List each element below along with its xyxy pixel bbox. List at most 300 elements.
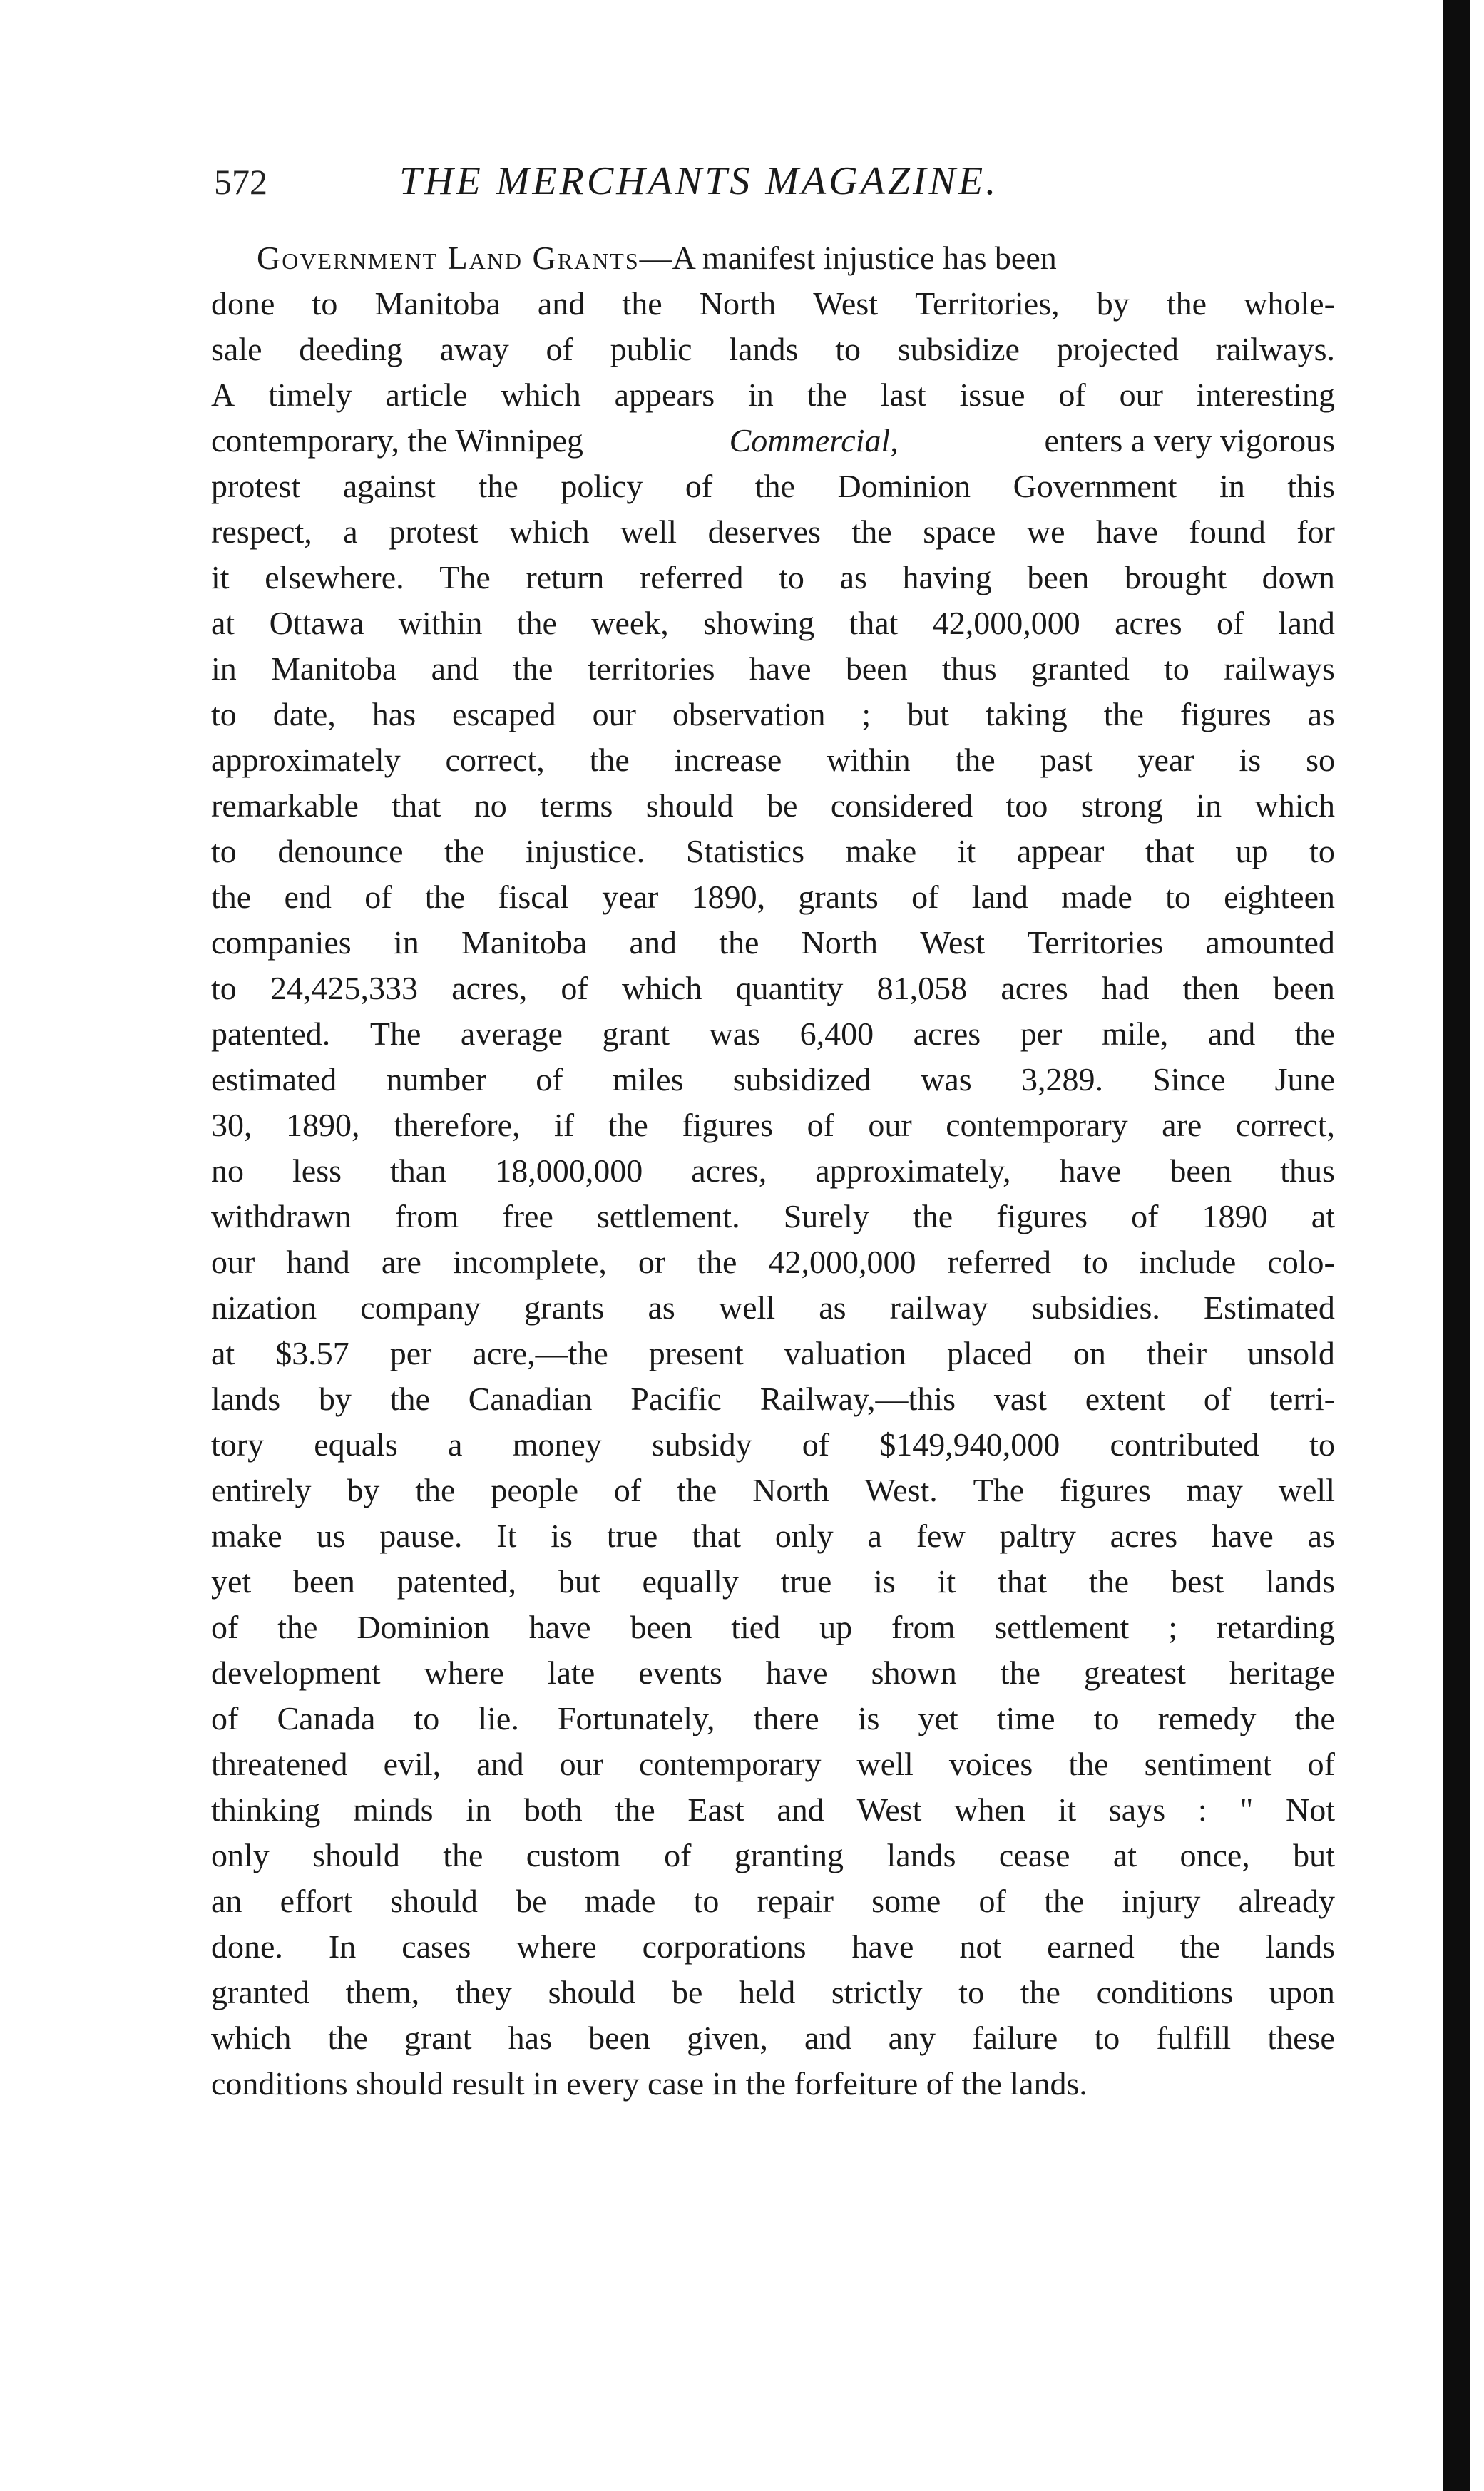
article-line: [211, 874, 1335, 920]
word: the: [955, 742, 996, 778]
word: be: [767, 787, 798, 824]
word: denounce: [277, 833, 404, 869]
article-line: [211, 1924, 1335, 1970]
word: within: [398, 605, 483, 641]
article-line: [211, 555, 1335, 600]
word: that: [998, 1563, 1048, 1600]
word: Ottawa: [269, 605, 364, 641]
word: the: [589, 742, 630, 778]
word: to: [211, 833, 237, 869]
word: in: [1219, 468, 1245, 504]
word: 42,000,000: [932, 605, 1080, 641]
word: Since: [1152, 1061, 1226, 1098]
word: protest: [211, 468, 301, 504]
word: return: [526, 559, 605, 595]
word: any: [888, 2020, 936, 2056]
word: development: [211, 1654, 381, 1691]
word: sale: [211, 331, 262, 367]
word: ": [1239, 1791, 1254, 1828]
word: acres: [1115, 605, 1182, 641]
article-line: [211, 2015, 1335, 2061]
word: lands: [729, 331, 799, 367]
word: well: [718, 1289, 776, 1326]
word: the: [478, 468, 518, 504]
word: of: [685, 468, 713, 504]
word: June: [1274, 1061, 1335, 1098]
word: to: [211, 696, 237, 732]
article-line: [211, 1970, 1335, 2015]
word: present: [648, 1335, 744, 1371]
word: the: [1294, 1700, 1335, 1736]
word: the: [443, 1837, 483, 1873]
article-line: [211, 1239, 1335, 1285]
word: projected: [1056, 331, 1179, 367]
scan-edge-bar: [1443, 0, 1470, 2491]
article-line: [211, 1011, 1335, 1057]
article-line: [211, 1285, 1335, 1331]
word: Railway,—this: [759, 1381, 956, 1417]
word: cases: [401, 1928, 471, 1965]
word: Dominion: [357, 1609, 490, 1645]
word: as: [1307, 696, 1335, 732]
word: this: [1287, 468, 1335, 504]
word: yet: [211, 1563, 252, 1600]
word: referred: [639, 559, 744, 595]
article-line: [211, 1103, 1335, 1148]
word: and: [431, 650, 479, 687]
word: in: [393, 924, 419, 961]
word: conditions: [1096, 1974, 1234, 2010]
word: threatened: [211, 1746, 348, 1782]
word: voices: [948, 1746, 1033, 1782]
word: acres: [1001, 970, 1068, 1006]
word: therefore,: [394, 1107, 521, 1143]
word: patented,: [396, 1563, 517, 1600]
word: then: [1182, 970, 1239, 1006]
word: to: [958, 1974, 985, 2010]
word: estimated: [211, 1061, 337, 1098]
word: the: [608, 1107, 648, 1143]
word: thus: [1280, 1152, 1335, 1189]
word: 6,400: [799, 1016, 874, 1052]
word: eighteen: [1224, 879, 1335, 915]
word: to: [779, 559, 804, 595]
word: West: [856, 1791, 922, 1828]
article-line: [211, 1696, 1335, 1741]
word: correct,: [1235, 1107, 1335, 1143]
word: A: [211, 377, 235, 413]
word: include: [1139, 1244, 1237, 1280]
word: it: [211, 559, 230, 595]
word: settlement.: [597, 1198, 740, 1234]
word: injustice.: [525, 833, 645, 869]
word: by: [1096, 285, 1130, 322]
word: to: [693, 1883, 720, 1919]
word: lands: [211, 1381, 281, 1417]
word: but: [907, 696, 949, 732]
word: in: [1196, 787, 1222, 824]
word: had: [1102, 970, 1150, 1006]
word: average: [460, 1016, 563, 1052]
word: done: [211, 285, 275, 322]
article-line: [211, 1331, 1335, 1376]
word: be: [516, 1883, 547, 1919]
word: have: [765, 1654, 828, 1691]
word: from: [891, 1609, 956, 1645]
word: entirely: [211, 1472, 312, 1508]
word: well: [1278, 1472, 1335, 1508]
word: land: [971, 879, 1028, 915]
word: end: [284, 879, 332, 915]
word: injury: [1122, 1883, 1201, 1919]
word: our: [211, 1244, 255, 1280]
word: strong: [1080, 787, 1163, 824]
word: strictly: [831, 1974, 923, 2010]
word: year: [602, 879, 659, 915]
word: policy: [561, 468, 643, 504]
word: there: [753, 1700, 819, 1736]
word: of: [802, 1426, 830, 1463]
word: hand: [286, 1244, 350, 1280]
word: the: [415, 1472, 456, 1508]
word: earned: [1047, 1928, 1135, 1965]
word: have: [1059, 1152, 1122, 1189]
word: of: [1307, 1746, 1335, 1782]
word: already: [1238, 1883, 1335, 1919]
word: thus: [941, 650, 997, 687]
word: company: [360, 1289, 481, 1326]
word: equals: [314, 1426, 398, 1463]
word: should: [312, 1837, 400, 1873]
word: the: [389, 1381, 430, 1417]
word: corporations: [642, 1928, 807, 1965]
article-line: [211, 372, 1335, 418]
word: In: [328, 1928, 357, 1965]
word: acres: [1110, 1518, 1178, 1554]
word: yet: [918, 1700, 958, 1736]
word: Canadian: [468, 1381, 593, 1417]
word: the: [719, 924, 759, 961]
word: It: [496, 1518, 517, 1554]
word: having: [902, 559, 992, 595]
word: the: [211, 879, 252, 915]
word: 3,289.: [1020, 1061, 1103, 1098]
word: they: [455, 1974, 512, 2010]
word: the: [424, 879, 465, 915]
article-line: [211, 829, 1335, 874]
word: no: [474, 787, 507, 824]
word: 1890,: [691, 879, 766, 915]
word: acres: [913, 1016, 981, 1052]
word: once,: [1179, 1837, 1250, 1873]
word: miles: [612, 1061, 684, 1098]
word: the: [851, 513, 892, 550]
word: evil,: [383, 1746, 441, 1782]
word: patented.: [211, 1016, 331, 1052]
word: been: [1170, 1152, 1232, 1189]
word: observation: [672, 696, 826, 732]
word: placed: [946, 1335, 1033, 1371]
word: the: [697, 1244, 737, 1280]
article-line: [211, 783, 1335, 829]
word: acres,: [691, 1152, 767, 1189]
word: per: [389, 1335, 432, 1371]
word: correct,: [445, 742, 545, 778]
word: equally: [642, 1563, 739, 1600]
word: make: [845, 833, 917, 869]
word: considered: [830, 787, 973, 824]
word: the: [677, 1472, 717, 1508]
word: held: [739, 1974, 796, 2010]
word: appears: [614, 377, 715, 413]
word: to: [312, 285, 338, 322]
word: that: [392, 787, 441, 824]
word: and: [804, 2020, 852, 2056]
word: is: [874, 1563, 896, 1600]
word: withdrawn: [211, 1198, 352, 1234]
article-line: [211, 1878, 1335, 1924]
word: best: [1170, 1563, 1224, 1600]
word: subsidized: [732, 1061, 871, 1098]
word: events: [638, 1654, 722, 1691]
word: which: [508, 513, 590, 550]
word: extent: [1085, 1381, 1166, 1417]
word: 24,425,333: [270, 970, 418, 1006]
word: to: [414, 1700, 440, 1736]
word: shown: [871, 1654, 957, 1691]
word: protest: [389, 513, 479, 550]
word: may: [1186, 1472, 1243, 1508]
word: been: [845, 650, 908, 687]
word: ;: [861, 696, 871, 732]
article-line: [211, 235, 1335, 281]
word: of: [211, 1609, 239, 1645]
word: are: [1162, 1107, 1202, 1143]
article-line: [211, 1605, 1335, 1650]
word: for: [1296, 513, 1335, 550]
word: West: [813, 285, 879, 322]
word: up: [819, 1609, 853, 1645]
word: the: [1068, 1746, 1109, 1782]
word: North: [752, 1472, 829, 1508]
word: escaped: [452, 696, 556, 732]
word: repair: [757, 1883, 834, 1919]
word: down: [1262, 559, 1335, 595]
word: should: [390, 1883, 478, 1919]
word: our: [868, 1107, 912, 1143]
word: the: [1166, 285, 1207, 322]
word: 1890,: [286, 1107, 360, 1143]
word: figures: [1179, 696, 1271, 732]
word: remedy: [1157, 1700, 1257, 1736]
publication-name: Commercial,: [729, 422, 899, 459]
word: and: [777, 1791, 824, 1828]
word: as: [839, 559, 867, 595]
word: of: [1058, 377, 1086, 413]
word: up: [1235, 833, 1269, 869]
word: have: [1211, 1518, 1274, 1554]
word: deserves: [707, 513, 821, 550]
word: sentiment: [1144, 1746, 1272, 1782]
word: 18,000,000: [495, 1152, 643, 1189]
word: people: [491, 1472, 578, 1508]
word: but: [1293, 1837, 1335, 1873]
word: tory: [211, 1426, 265, 1463]
article-line-text: —A manifest injustice has been: [639, 240, 1057, 276]
word: it: [957, 833, 976, 869]
word: of: [211, 1700, 239, 1736]
word: acres,: [451, 970, 528, 1006]
word: past: [1040, 742, 1093, 778]
word: cease: [998, 1837, 1070, 1873]
word: subsidies.: [1031, 1289, 1160, 1326]
article-line: [211, 281, 1335, 327]
word: to: [1164, 650, 1189, 687]
word: is: [551, 1518, 573, 1554]
word: of: [1131, 1198, 1159, 1234]
word: remarkable: [211, 787, 359, 824]
word: interesting: [1196, 377, 1335, 413]
word: at: [211, 1335, 235, 1371]
word: within: [827, 742, 911, 778]
word: taking: [985, 696, 1068, 732]
word: made: [584, 1883, 656, 1919]
article-line-text: enters a very vigorous: [1044, 422, 1335, 459]
word: issue: [959, 377, 1025, 413]
word: Statistics: [685, 833, 804, 869]
word: the: [1179, 1928, 1220, 1965]
word: have: [1096, 513, 1158, 550]
word: to: [835, 331, 861, 367]
word: mile,: [1102, 1016, 1169, 1052]
article-line: [211, 1650, 1335, 1696]
word: the: [1103, 696, 1144, 732]
word: the: [754, 468, 795, 504]
word: showing: [703, 605, 815, 641]
word: which: [211, 2020, 292, 2056]
word: whole-: [1244, 285, 1335, 322]
word: approximately,: [815, 1152, 1011, 1189]
word: been: [630, 1609, 692, 1645]
word: and: [1207, 1016, 1256, 1052]
word: a: [867, 1518, 882, 1554]
running-head: THE MERCHANTS MAGAZINE.: [399, 159, 999, 203]
word: are: [381, 1244, 421, 1280]
word: have: [851, 1928, 914, 1965]
word: date,: [272, 696, 336, 732]
article-body: [211, 235, 1335, 2107]
word: West: [920, 924, 986, 961]
word: only: [211, 1837, 270, 1873]
word: Pacific: [630, 1381, 722, 1417]
word: by: [347, 1472, 380, 1508]
word: subsidy: [652, 1426, 752, 1463]
word: unsold: [1247, 1335, 1335, 1371]
word: Manitoba: [461, 924, 588, 961]
word: be: [671, 1974, 703, 2010]
word: to: [1083, 1244, 1108, 1280]
word: and: [476, 1746, 524, 1782]
word: on: [1073, 1335, 1106, 1371]
word: of: [664, 1837, 692, 1873]
word: of: [561, 970, 588, 1006]
word: the: [1294, 1016, 1335, 1052]
word: the: [277, 1609, 318, 1645]
word: lands: [886, 1837, 956, 1873]
word: of: [911, 879, 939, 915]
word: that: [1145, 833, 1194, 869]
word: contributed: [1110, 1426, 1259, 1463]
word: Dominion: [837, 468, 971, 504]
word: tied: [731, 1609, 781, 1645]
word: North: [801, 924, 878, 961]
word: away: [439, 331, 509, 367]
word: well: [856, 1746, 914, 1782]
word: than: [390, 1152, 447, 1189]
word: of: [978, 1883, 1006, 1919]
word: at: [211, 605, 235, 641]
word: greatest: [1083, 1654, 1186, 1691]
word: the: [513, 650, 553, 687]
word: been: [293, 1563, 355, 1600]
word: grants: [524, 1289, 605, 1326]
word: respect,: [211, 513, 312, 550]
word: quantity: [735, 970, 844, 1006]
word: the: [807, 377, 847, 413]
word: their: [1146, 1335, 1207, 1371]
article-line: [211, 920, 1335, 966]
word: in: [466, 1791, 492, 1828]
word: both: [523, 1791, 583, 1828]
word: these: [1267, 2020, 1335, 2056]
word: should: [645, 787, 734, 824]
word: at: [1311, 1198, 1335, 1234]
word: terri-: [1269, 1381, 1335, 1417]
word: is: [857, 1700, 880, 1736]
word: by: [318, 1381, 352, 1417]
word: of: [1216, 605, 1244, 641]
word: The: [439, 559, 491, 595]
word: valuation: [784, 1335, 906, 1371]
word: lands: [1265, 1928, 1335, 1965]
word: the: [1044, 1883, 1085, 1919]
word: that: [849, 605, 899, 641]
word: referred: [947, 1244, 1052, 1280]
word: thinking: [211, 1791, 321, 1828]
word: East: [687, 1791, 744, 1828]
word: article: [385, 377, 468, 413]
word: railways.: [1215, 331, 1335, 367]
word: have: [528, 1609, 591, 1645]
word: Fortunately,: [557, 1700, 715, 1736]
word: lie.: [478, 1700, 519, 1736]
word: brought: [1124, 559, 1227, 595]
word: time: [996, 1700, 1055, 1736]
word: upon: [1269, 1974, 1335, 2010]
word: which: [501, 377, 581, 413]
word: companies: [211, 924, 352, 961]
word: we: [1026, 513, 1065, 550]
word: per: [1020, 1016, 1063, 1052]
word: an: [211, 1883, 242, 1919]
word: to: [1094, 2020, 1120, 2056]
word: make: [211, 1518, 282, 1554]
word: lands: [1265, 1563, 1335, 1600]
word: vast: [993, 1381, 1047, 1417]
page-number: 572: [214, 162, 267, 202]
article-line: [211, 1741, 1335, 1787]
word: has: [508, 2020, 552, 2056]
